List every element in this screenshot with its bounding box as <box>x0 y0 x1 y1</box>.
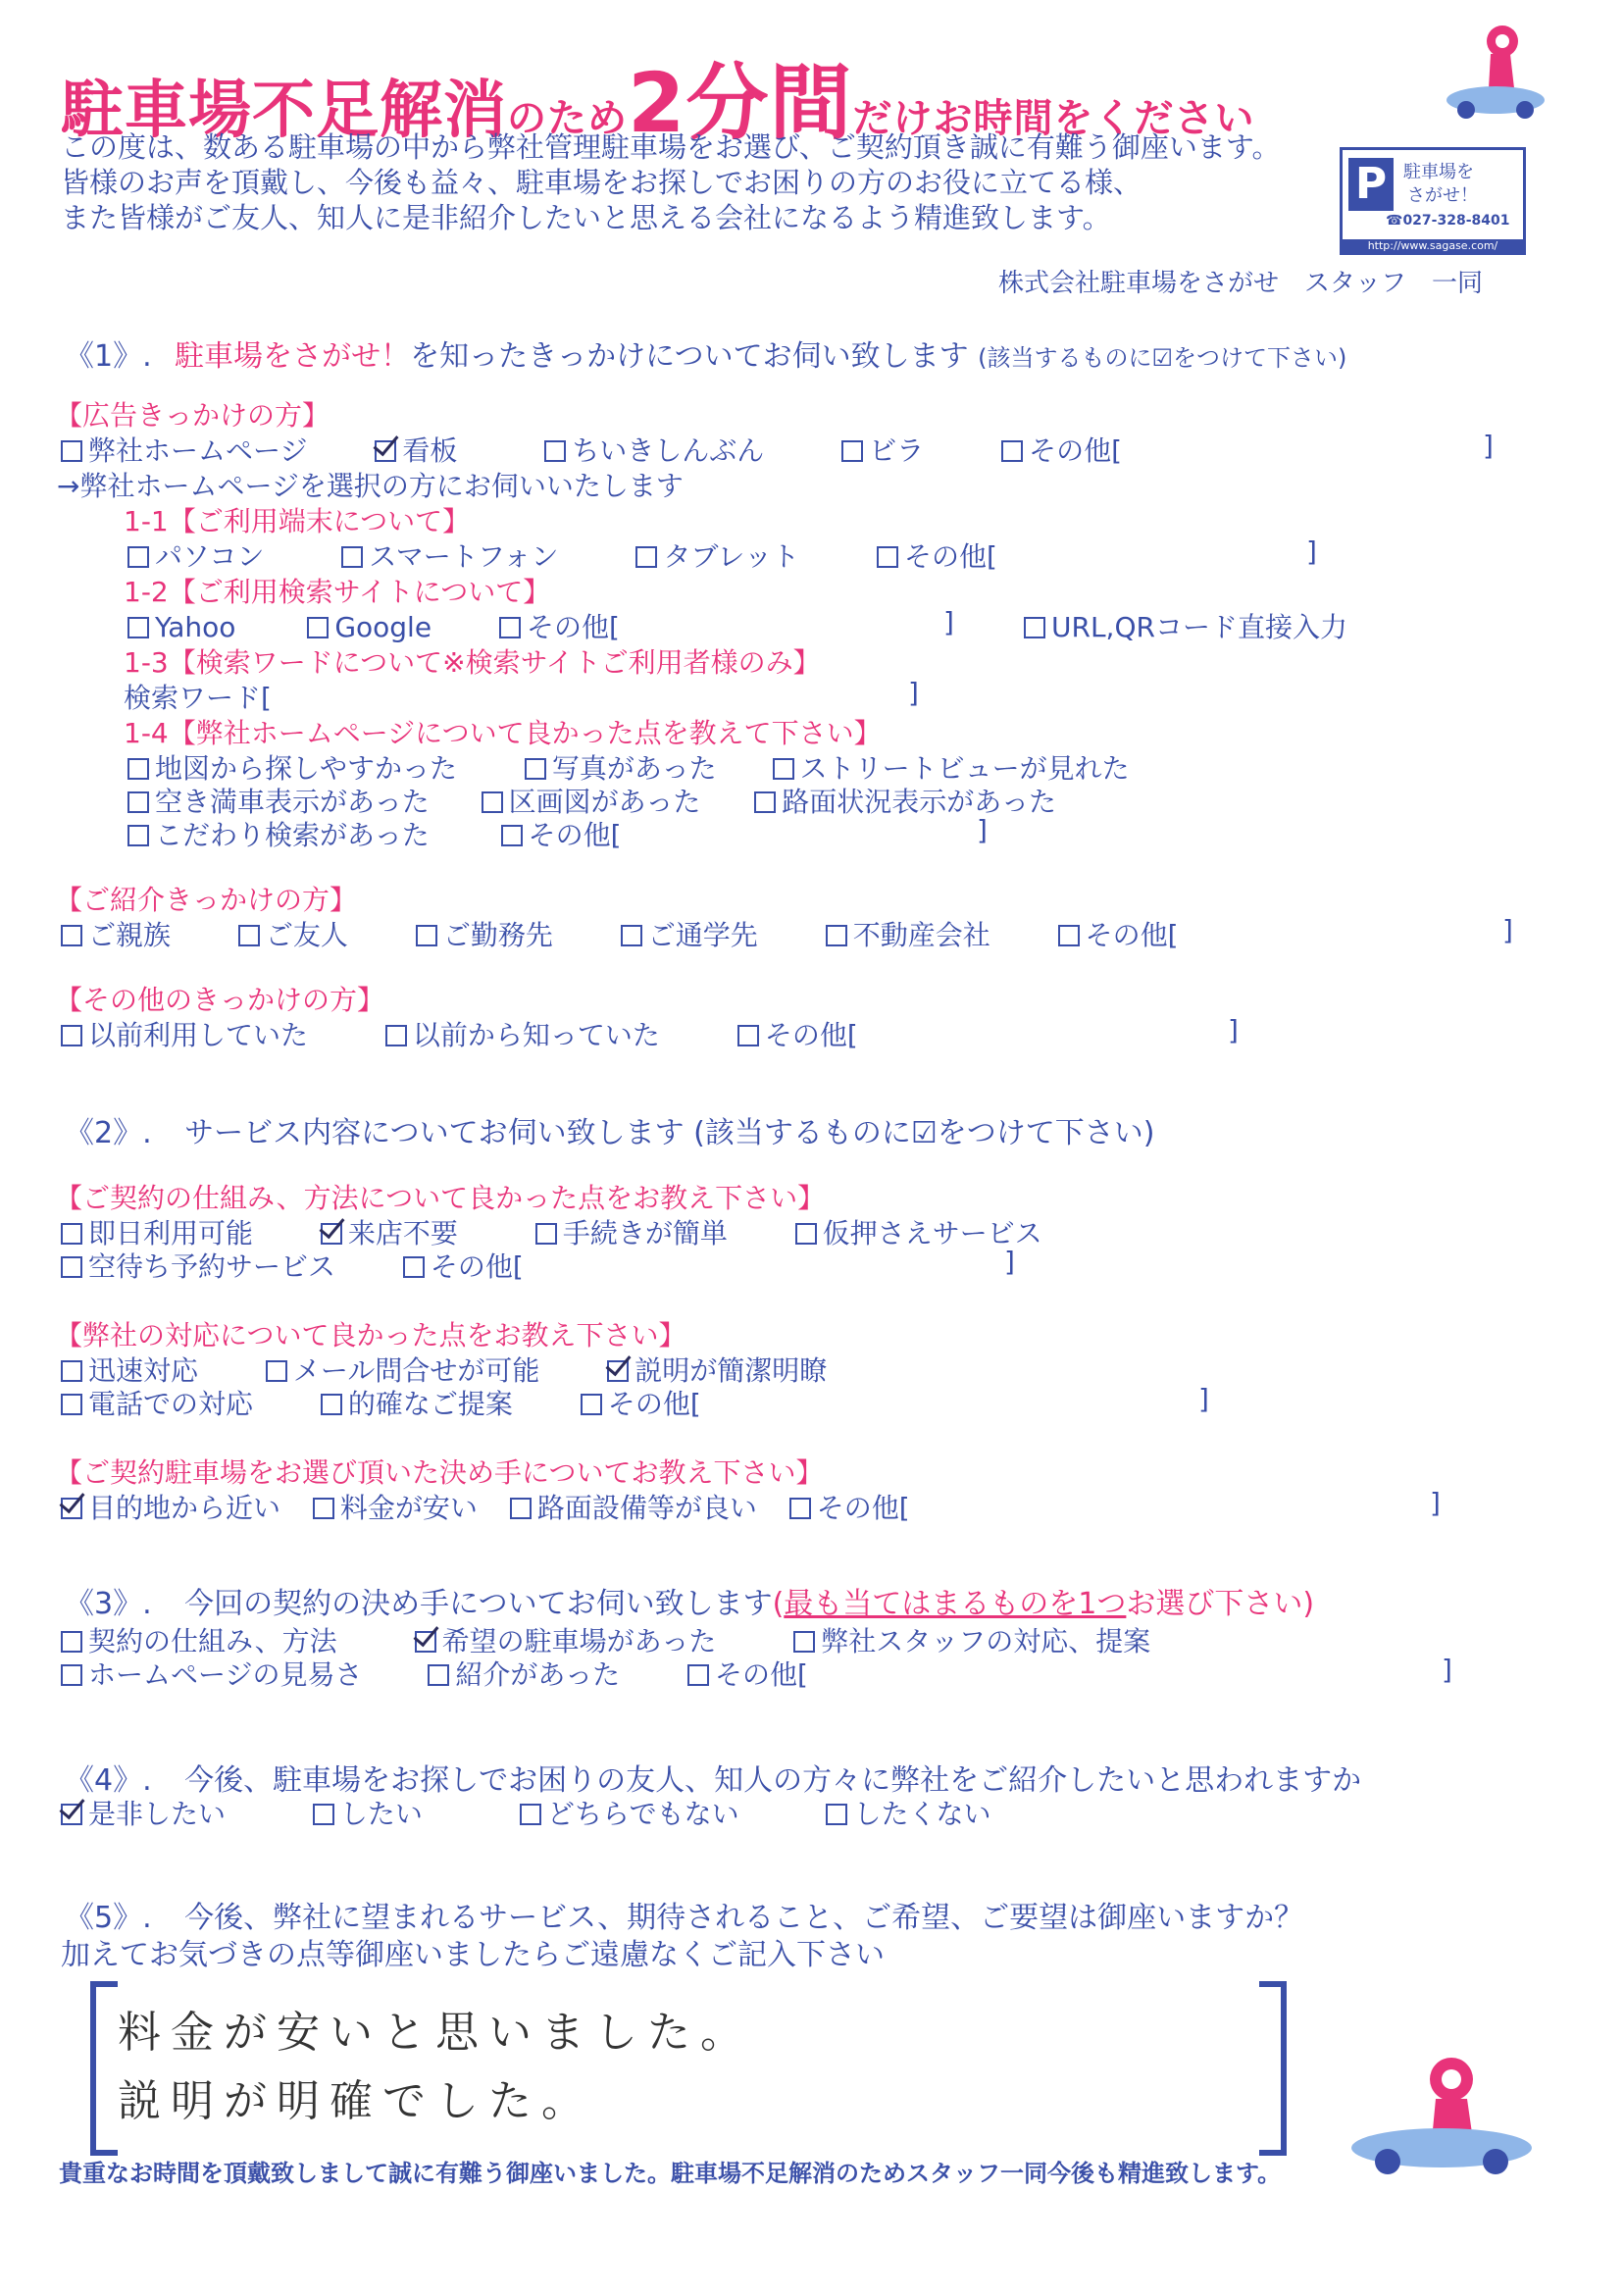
parking-p-icon: P <box>1348 158 1394 211</box>
q1-heading-note: (該当するものに☑をつけて下さい) <box>978 344 1347 372</box>
ad-other-close: ] <box>1483 430 1494 462</box>
option-same-day: 即日利用可能 <box>88 1217 254 1249</box>
signature: 株式会社駐車場をさがせ スタッフ 一同 <box>998 269 1484 298</box>
checkbox-cheap[interactable] <box>313 1498 334 1519</box>
checkbox-q2a-other[interactable] <box>403 1256 425 1278</box>
option-search-other: その他[ <box>526 611 620 643</box>
option-flyer: ビラ <box>869 434 925 467</box>
checkbox-definitely[interactable] <box>61 1804 82 1825</box>
logo-url: http://www.sagase.com/ <box>1343 239 1523 252</box>
checkbox-relatives[interactable] <box>61 925 82 946</box>
checkbox-same-day[interactable] <box>61 1223 82 1245</box>
answer-bracket-left <box>90 1981 118 2156</box>
option-used-before: 以前利用していた <box>88 1019 309 1051</box>
q2-heading-note: (該当するものに☑をつけて下さい) <box>693 1116 1155 1150</box>
checkbox-pc[interactable] <box>127 546 149 568</box>
checkbox-no[interactable] <box>826 1804 847 1825</box>
option-contract-method: 契約の仕組み、方法 <box>88 1625 337 1657</box>
checkbox-streetview[interactable] <box>773 758 794 780</box>
checkbox-accurate-proposal[interactable] <box>321 1394 342 1415</box>
logo-phone: ☎027-328-8401 <box>1386 213 1510 229</box>
q2c-row-1 <box>61 1487 947 1526</box>
option-q2b-other: その他[ <box>607 1388 701 1420</box>
s11-label <box>124 500 470 539</box>
option-lot-map: 区画図があった <box>508 786 701 818</box>
checkbox-staff-response[interactable] <box>793 1631 815 1653</box>
option-phone-response: 電話での対応 <box>88 1388 254 1420</box>
option-quick-response: 迅速対応 <box>88 1354 199 1387</box>
option-cheap: 料金が安い <box>339 1492 478 1524</box>
option-photos: 写真があった <box>551 752 717 785</box>
option-hp-other: その他[ <box>528 819 622 851</box>
checkbox-road-status[interactable] <box>754 791 776 813</box>
s14-row-3 <box>127 814 659 853</box>
option-workplace: ご勤務先 <box>442 919 553 951</box>
q3-row-2 <box>61 1654 845 1693</box>
s11-options-row <box>127 535 1035 575</box>
intro-line-2: 皆様のお声を頂戴し、今後も益々、駐車場をお探しでお困りの方のお役に立てる様、 <box>61 166 1142 199</box>
option-signboard: 看板 <box>402 434 458 467</box>
checkbox-other-other[interactable] <box>737 1025 759 1046</box>
checkbox-search-other[interactable] <box>499 617 521 638</box>
option-ad-other: その他[ <box>1029 434 1123 467</box>
option-q2a-other: その他[ <box>430 1250 524 1283</box>
option-advanced-search: こだわり検索があった <box>155 819 430 851</box>
option-good-facilities: 路面設備等が良い <box>536 1492 757 1524</box>
option-no: したくない <box>853 1798 991 1830</box>
intro-section-label: 【ご紹介きっかけの方】 <box>55 884 358 916</box>
q5-heading-text: 今後、弊社に望まれるサービス、期待されること、ご希望、ご要望は御座いますか？ <box>184 1901 1304 1935</box>
option-map-easy: 地図から探しやすかった <box>155 752 458 785</box>
q2b-label: 【弊社の対応について良かった点をお教え下さい】 <box>55 1319 686 1351</box>
option-neutral: どちらでもない <box>546 1798 739 1830</box>
option-desired-parking: 希望の駐車場があった <box>441 1625 717 1657</box>
s14-label: 1-4【弊社ホームページについて良かった点を教えて下さい】 <box>124 717 882 749</box>
checkbox-easy-procedure[interactable] <box>535 1223 557 1245</box>
checkbox-quick-response[interactable] <box>61 1360 82 1382</box>
checkbox-no-visit[interactable] <box>321 1223 342 1245</box>
answer-bracket-right <box>1259 1981 1287 2156</box>
q3-heading-text: 今回の契約の決め手についてお伺い致します <box>184 1587 773 1621</box>
checkbox-vacancy[interactable] <box>127 791 149 813</box>
option-tablet: タブレット <box>663 540 800 573</box>
option-close-to-destination: 目的地から近い <box>88 1492 281 1524</box>
logo-text-2: さがせ！ <box>1407 185 1478 206</box>
q2a-row-2 <box>61 1246 561 1285</box>
checkbox-q3-other[interactable] <box>687 1664 709 1686</box>
title-part-d: だけお時間をください <box>852 96 1255 141</box>
checkbox-photos[interactable] <box>525 758 546 780</box>
option-other-other: その他[ <box>764 1019 858 1051</box>
q2c-label: 【ご契約駐車場をお選び頂いた決め手についてお教え下さい】 <box>55 1456 824 1489</box>
title-part-a: 駐車場不足解消 <box>61 75 507 147</box>
checkbox-desired-parking[interactable] <box>415 1631 436 1653</box>
intro-close: ] <box>1502 914 1513 946</box>
intro-line-3: また皆様がご友人、知人に是非紹介したいと思える会社になるよう精進致します。 <box>61 201 1111 234</box>
other-section-label: 【その他のきっかけの方】 <box>55 984 385 1016</box>
s12-label: 1-2【ご利用検索サイトについて】 <box>124 576 551 608</box>
checkbox-contract-method[interactable] <box>61 1631 82 1653</box>
q4-number: 《4》. <box>65 1763 152 1798</box>
checkbox-tablet[interactable] <box>635 546 657 568</box>
checkbox-yahoo[interactable] <box>127 617 149 638</box>
q1-heading <box>65 331 1346 375</box>
logo-text-1: 駐車場を <box>1403 162 1474 182</box>
q1-heading-brand: 駐車場をさがせ！ <box>175 339 411 374</box>
option-definitely: 是非したい <box>88 1798 227 1830</box>
s11-close: ] <box>1306 535 1317 568</box>
option-knew-before: 以前から知っていた <box>412 1019 660 1051</box>
option-email-inquiry: メール問合せが可能 <box>292 1354 540 1387</box>
checkbox-workplace[interactable] <box>416 925 437 946</box>
option-streetview: ストリートビューが見れた <box>799 752 1130 785</box>
search-word-field[interactable]: 検索ワード[ <box>124 682 272 714</box>
other-close: ] <box>1228 1014 1239 1046</box>
option-staff-response: 弊社スタッフの対応、提案 <box>821 1625 1151 1657</box>
q4-options-row <box>61 1793 1029 1832</box>
q2-heading-text: サービス内容についてお伺い致します <box>184 1116 685 1150</box>
answer-line-2: 説明が明確でした。 <box>118 2076 594 2126</box>
option-clear-explanation: 説明が簡潔明瞭 <box>634 1354 828 1387</box>
checkbox-homepage[interactable] <box>61 440 82 462</box>
option-hold-service: 仮押さえサービス <box>822 1217 1042 1249</box>
footer-mascot-car-icon <box>1344 2050 1540 2177</box>
q2b-row-2 <box>61 1383 738 1422</box>
company-logo <box>1340 147 1526 255</box>
q2a-close: ] <box>1004 1246 1015 1278</box>
s12-url-option <box>1024 606 1347 645</box>
q1-number: 《1》. <box>65 339 152 374</box>
option-referral: 紹介があった <box>455 1658 621 1691</box>
q2-heading <box>65 1108 1154 1151</box>
option-school: ご通学先 <box>647 919 758 951</box>
checkbox-realestate[interactable] <box>826 925 847 946</box>
checkbox-close-to-destination[interactable] <box>61 1498 82 1519</box>
checkbox-phone-response[interactable] <box>61 1394 82 1415</box>
option-relatives: ご親族 <box>88 919 172 951</box>
option-road-status: 路面状況表示があった <box>782 786 1057 818</box>
option-device-other: その他[ <box>903 540 997 573</box>
q2b-close: ] <box>1198 1383 1209 1415</box>
checkbox-local-paper[interactable] <box>544 440 566 462</box>
q2-number: 《2》. <box>65 1116 152 1150</box>
checkbox-advanced-search[interactable] <box>127 825 149 846</box>
q2a-label: 【ご契約の仕組み、方法について良かった点をお教え下さい】 <box>55 1182 826 1214</box>
checkbox-device-other[interactable] <box>877 546 898 568</box>
q2c-close: ] <box>1430 1487 1441 1519</box>
option-intro-other: その他[ <box>1085 919 1179 951</box>
checkbox-smartphone[interactable] <box>341 546 363 568</box>
checkbox-hold-service[interactable] <box>795 1223 817 1245</box>
s13-close: ] <box>908 677 919 709</box>
ad-section-label: 【広告きっかけの方】 <box>55 399 330 432</box>
checkbox-flyer[interactable] <box>841 440 863 462</box>
checkbox-yes[interactable] <box>313 1804 334 1825</box>
checkbox-google[interactable] <box>307 617 329 638</box>
option-website-usability: ホームページの見易さ <box>88 1658 363 1691</box>
checkbox-ad-other[interactable] <box>1001 440 1023 462</box>
checkbox-knew-before[interactable] <box>385 1025 407 1046</box>
answer-box[interactable] <box>90 1981 1287 2148</box>
q4-heading-text: 今後、駐車場をお探しでお困りの友人、知人の方々に弊社をご紹介したいと思われますか <box>184 1763 1362 1798</box>
option-url-qr: URL,QRコード直接入力 <box>1051 611 1347 643</box>
s13-label: 1-3【検索ワードについて※検索サイトご利用者様のみ】 <box>124 646 821 679</box>
hp-note: →弊社ホームページを選択の方にお伺いいたします <box>57 470 684 502</box>
s14-close: ] <box>977 814 988 846</box>
checkbox-q2b-other[interactable] <box>581 1394 602 1415</box>
option-no-visit: 来店不要 <box>347 1217 458 1249</box>
checkbox-signboard[interactable] <box>375 440 396 462</box>
checkbox-q2c-other[interactable] <box>789 1498 811 1519</box>
q3-close: ] <box>1442 1654 1452 1686</box>
checkbox-lot-map[interactable] <box>482 791 503 813</box>
option-vacancy: 空き満車表示があった <box>155 786 430 818</box>
checkbox-referral[interactable] <box>428 1664 449 1686</box>
checkbox-map-easy[interactable] <box>127 758 149 780</box>
q5-heading-line-2: 加えてお気づきの点等御座いましたらご遠慮なくご記入下さい <box>61 1938 885 1972</box>
option-yes: したい <box>339 1798 423 1830</box>
option-realestate: 不動産会社 <box>852 919 990 951</box>
option-pc: パソコン <box>155 540 265 573</box>
checkbox-url-qr[interactable] <box>1024 617 1045 638</box>
q3-note-close: お選び下さい) <box>1126 1587 1315 1621</box>
option-smartphone: スマートフォン <box>369 540 559 573</box>
option-google: Google <box>334 611 432 643</box>
q3-number: 《3》. <box>65 1587 152 1621</box>
q3-note-underlined: 最も当てはまるものを1つ <box>784 1587 1127 1621</box>
option-q3-other: その他[ <box>715 1658 808 1691</box>
title-part-c: 2分間 <box>628 55 853 151</box>
option-q2c-other: その他[ <box>816 1492 910 1524</box>
checkbox-used-before[interactable] <box>61 1025 82 1046</box>
checkbox-friends[interactable] <box>238 925 260 946</box>
q3-heading <box>65 1579 1314 1622</box>
checkbox-neutral[interactable] <box>520 1804 541 1825</box>
mascot-car-icon <box>1442 20 1549 127</box>
option-local-paper: ちいきしんぶん <box>572 434 765 467</box>
q1-heading-text: を知ったきっかけについてお伺い致します <box>410 339 969 374</box>
ad-options-row <box>61 430 1159 469</box>
s11-label-text: 1-1【ご利用端末について】 <box>124 505 471 537</box>
checkbox-hp-other[interactable] <box>501 825 523 846</box>
s12-close: ] <box>943 606 954 638</box>
checkbox-waitlist[interactable] <box>61 1256 82 1278</box>
option-easy-procedure: 手続きが簡単 <box>562 1217 728 1249</box>
checkbox-email-inquiry[interactable] <box>266 1360 287 1382</box>
s12-options-row <box>127 606 657 645</box>
intro-line-1: この度は、数ある駐車場の中から弊社管理駐車場をお選び、ご契約頂き誠に有難う御座います。 <box>61 130 1281 164</box>
other-options-row <box>61 1014 895 1053</box>
checkbox-website-usability[interactable] <box>61 1664 82 1686</box>
title-part-b: のため <box>507 96 628 141</box>
intro-options-row <box>61 914 1216 953</box>
checkbox-school[interactable] <box>621 925 642 946</box>
intro-text <box>61 129 1281 235</box>
option-accurate-proposal: 的確なご提案 <box>347 1388 513 1420</box>
option-waitlist: 空待ち予約サービス <box>88 1250 336 1283</box>
checkbox-intro-other[interactable] <box>1058 925 1080 946</box>
option-homepage: 弊社ホームページ <box>88 434 308 467</box>
checkbox-clear-explanation[interactable] <box>607 1360 629 1382</box>
footer-text: 貴重なお時間を頂戴致しまして誠に有難う御座いました。駐車場不足解消のためスタッフ一同今後も精進致します。 <box>59 2160 1282 2187</box>
option-yahoo: Yahoo <box>155 611 236 643</box>
answer-line-1: 料金が安いと思いました。 <box>118 2008 753 2058</box>
option-friends: ご友人 <box>265 919 348 951</box>
checkbox-good-facilities[interactable] <box>510 1498 532 1519</box>
q3-note-open: ( <box>772 1587 785 1621</box>
q5-number: 《5》. <box>65 1901 152 1935</box>
